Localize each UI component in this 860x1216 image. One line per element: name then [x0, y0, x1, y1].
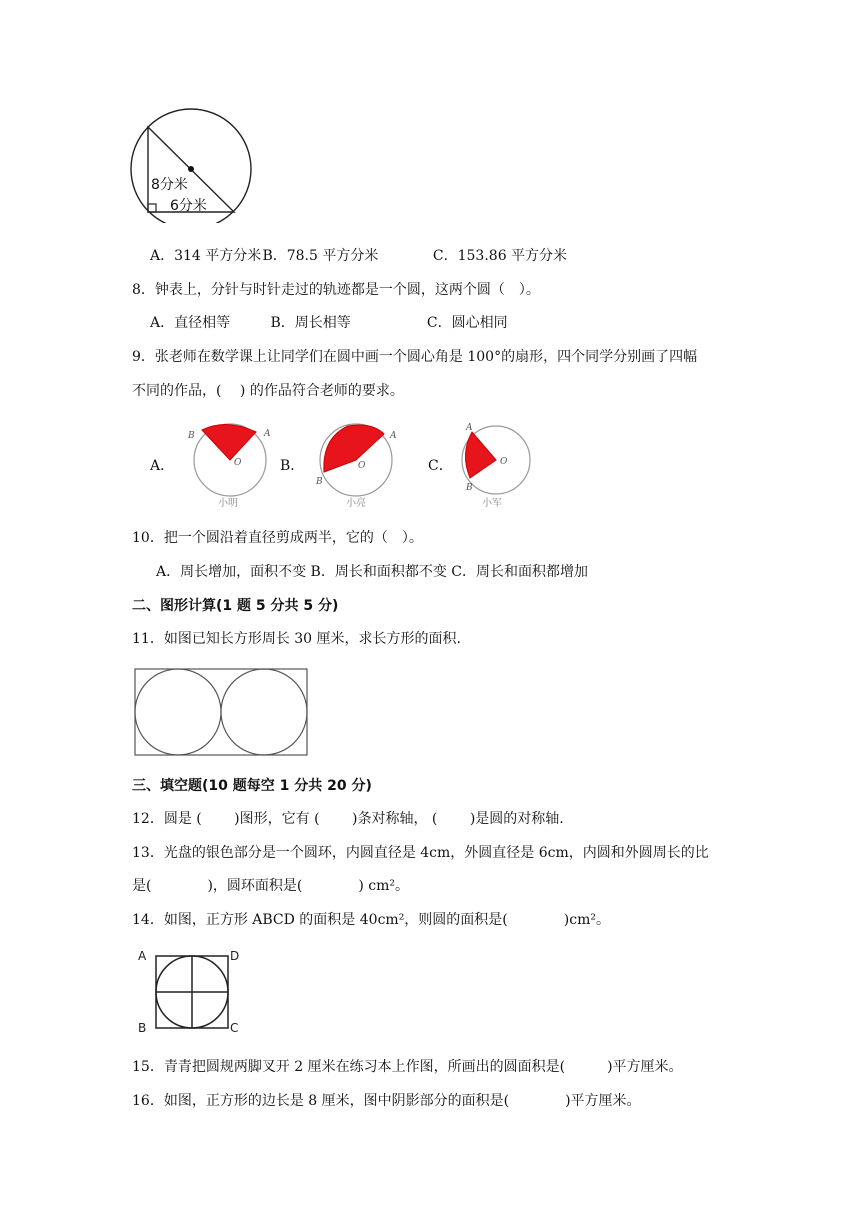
q7-label-6: 6分米	[170, 198, 207, 214]
q8-option-c: C．圆心相同	[426, 315, 508, 331]
q7-label-8: 8分米	[151, 177, 188, 193]
q8-options	[150, 312, 508, 334]
q9-figure-xiaojun	[456, 420, 536, 508]
q8-text: 8．钟表上，分针与时针走过的轨迹都是一个圆，这两个圆（ ）。	[132, 282, 540, 298]
q9c-sector	[465, 432, 496, 478]
q7-option-b: B．78.5 平方分米	[262, 248, 379, 264]
q9c-label-o: O	[500, 457, 508, 467]
q14-label-a: A	[138, 949, 147, 963]
q9-text-line1: 9．张老师在数学课上让同学们在圆中画一个圆心角是 100°的扇形，四个同学分别画了四幅	[132, 349, 698, 365]
q14-label-d: D	[230, 949, 240, 963]
q7-center-dot	[188, 166, 194, 172]
q9c-name: 小军	[482, 498, 502, 508]
q16-text: 16．如图，正方形的边长是 8 厘米，图中阴影部分的面积是( )平方厘米。	[132, 1093, 641, 1109]
q7-figure	[124, 105, 258, 223]
section2-title: 二、图形计算(1 题 5 分共 5 分)	[132, 598, 339, 614]
q7-option-a: A．314 平方分米	[150, 248, 262, 264]
q7-right-angle-mark	[148, 204, 156, 212]
q11-circle-left	[135, 669, 221, 755]
q9a-sector	[202, 424, 256, 460]
q12-text: 12．圆是 ( )图形，它有 ( )条对称轴， ( )是圆的对称轴.	[132, 811, 564, 827]
q9a-label-a: A	[264, 429, 271, 439]
q7-option-c: C．153.86 平方分米	[432, 248, 568, 264]
q9-figure-xiaoming	[186, 420, 272, 508]
q15-text: 15．青青把圆规两脚叉开 2 厘米在练习本上作图，所画出的圆面积是( )平方厘米。	[132, 1059, 683, 1075]
q14-text: 14．如图，正方形 ABCD 的面积是 40cm²，则圆的面积是( )cm²。	[132, 912, 610, 928]
q9c-label-a: A	[466, 423, 473, 433]
q11-text: 11．如图已知长方形周长 30 厘米，求长方形的面积.	[132, 631, 461, 647]
q13-text-line2: 是( )，圆环面积是( ) cm²。	[132, 878, 410, 894]
q9a-label-o: O	[234, 458, 242, 468]
q9-choice-c-letter: C．	[428, 458, 453, 474]
q9b-label-o: O	[358, 461, 366, 471]
q9-choice-b-letter: B．	[280, 458, 305, 474]
q14-figure	[134, 946, 246, 1036]
q10-text: 10．把一个圆沿着直径剪成两半，它的（ ）。	[132, 530, 423, 546]
q9-figure-xiaoliang	[312, 420, 402, 508]
q9b-label-b: B	[316, 477, 323, 487]
q9b-label-a: A	[390, 431, 397, 441]
q7-options	[150, 245, 567, 267]
section3-title: 三、填空题(10 题每空 1 分共 20 分)	[132, 778, 372, 794]
q13-text-line1: 13．光盘的银色部分是一个圆环，内圆直径是 4cm，外圆直径是 6cm，内圆和外圆周长的比	[132, 845, 709, 861]
q8-option-b: B．周长相等	[270, 315, 351, 331]
q9-choice-a-letter: A．	[150, 458, 175, 474]
q9c-label-b: B	[466, 483, 473, 493]
q14-label-b: B	[138, 1021, 147, 1035]
q9a-label-b: B	[188, 431, 195, 441]
q11-figure	[134, 668, 310, 758]
q11-circle-right	[221, 669, 307, 755]
q9a-name: 小明	[218, 498, 238, 508]
q10-options: A．周长增加，面积不变 B．周长和面积都不变 C．周长和面积都增加	[156, 564, 589, 580]
q14-label-c: C	[230, 1021, 239, 1035]
q9-text-line2: 不同的作品，( ) 的作品符合老师的要求。	[132, 383, 404, 399]
q8-option-a: A．直径相等	[150, 315, 231, 331]
q9b-name: 小亮	[346, 498, 366, 508]
